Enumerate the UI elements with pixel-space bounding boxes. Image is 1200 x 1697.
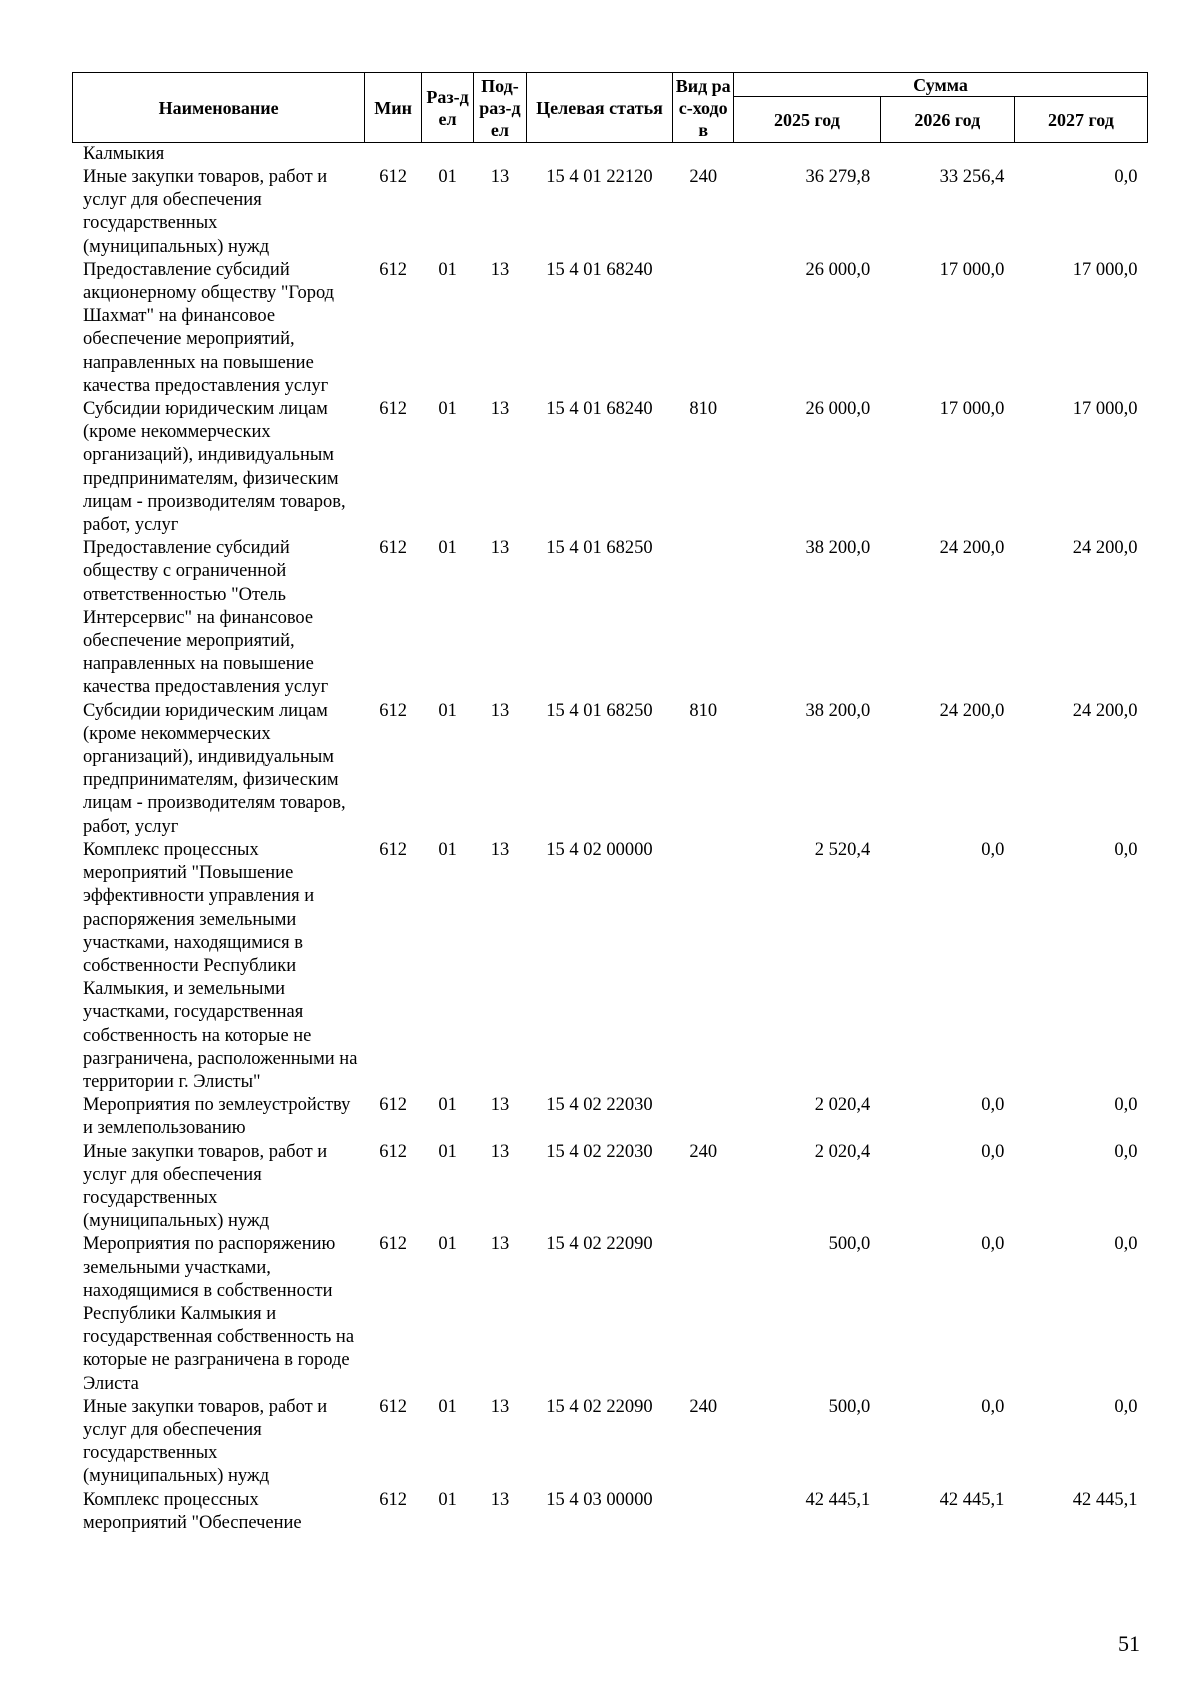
cell-razdel: 01 — [438, 839, 457, 860]
cell-target: 15 4 02 22030 — [546, 1141, 653, 1162]
cell-name: Иные закупки товаров, работ и услуг для обеспечения государственных (муниципальных) нужд — [83, 1396, 328, 1487]
cell-2026: 0,0 — [981, 1396, 1005, 1417]
cell-2026: 17 000,0 — [939, 259, 1005, 280]
header-razdel: Раз-дел — [421, 73, 473, 143]
cell-razdel: 01 — [438, 167, 457, 187]
cell-razdel: 01 — [438, 1396, 457, 1417]
cell-min: 612 — [379, 839, 407, 860]
cell-target: 15 4 01 68240 — [546, 399, 653, 420]
cell-2025: 2 020,4 — [814, 1095, 871, 1116]
cell-vid — [673, 1094, 734, 1140]
cell-podrazdel: 13 — [490, 1141, 510, 1162]
cell-2027: 17 000,0 — [1072, 259, 1138, 280]
cell-razdel: 01 — [438, 1234, 457, 1255]
table-body — [73, 143, 1148, 1535]
table-row — [73, 700, 1148, 839]
cell-2027: 17 000,0 — [1072, 399, 1138, 420]
table-row — [73, 259, 1148, 398]
continuation-row — [73, 143, 1148, 167]
cell-podrazdel: 13 — [490, 1095, 510, 1116]
cell-podrazdel: 13 — [490, 700, 510, 721]
cell-2027: 0,0 — [1114, 167, 1138, 187]
cell-min: 612 — [379, 538, 407, 559]
cell-podrazdel: 13 — [490, 1234, 510, 1255]
cell-podrazdel: 13 — [490, 1489, 510, 1510]
cell-2025: 2 520,4 — [814, 839, 871, 860]
header-vid: Вид рас-ходов — [673, 73, 734, 143]
cell-target: 15 4 01 22120 — [546, 167, 653, 187]
cell-min: 612 — [379, 1095, 407, 1116]
cell-2027: 42 445,1 — [1072, 1489, 1138, 1510]
cell-name: Комплекс процессных мероприятий "Обеспечение — [83, 1489, 302, 1533]
cell-podrazdel: 13 — [490, 839, 510, 860]
table-row — [73, 1141, 1148, 1234]
cell-name: Субсидии юридическим лицам (кроме некоммерческих организаций), индивидуальным предпринимателям, физическим лицам - производителям товаров, работ, услуг — [83, 399, 346, 536]
cell-razdel: 01 — [438, 1489, 457, 1510]
cell-2026: 0,0 — [981, 1095, 1005, 1116]
cell-razdel: 01 — [438, 1141, 457, 1162]
cell-vid — [673, 839, 734, 1094]
table-row — [73, 1233, 1148, 1395]
cell-2026: 0,0 — [981, 839, 1005, 860]
cell-2027: 0,0 — [1114, 1141, 1138, 1162]
cell-target: 15 4 02 22090 — [546, 1396, 653, 1417]
header-podrazdel: Под-раз-дел — [474, 73, 526, 143]
cell-razdel: 01 — [438, 399, 457, 420]
cell-2027: 0,0 — [1114, 1234, 1138, 1255]
cell-podrazdel: 13 — [490, 1396, 510, 1417]
budget-table — [72, 72, 1148, 1535]
cell-vid: 240 — [689, 167, 718, 187]
cell-2025: 2 020,4 — [814, 1141, 871, 1162]
cell-razdel: 01 — [438, 259, 457, 280]
cell-vid: 810 — [689, 700, 718, 721]
cell-name: Мероприятия по распоряжению земельными участками, находящимися в собственности Республики Калмыкия и государственная собственность на которые не разграничена в городе Элиста — [83, 1234, 355, 1394]
cell-target: 15 4 01 68250 — [546, 538, 653, 559]
cell-podrazdel: 13 — [490, 538, 510, 559]
cell-name: Иные закупки товаров, работ и услуг для обеспечения государственных (муниципальных) нужд — [83, 167, 328, 257]
header-year-2026: 2026 год — [880, 97, 1014, 143]
cell-razdel: 01 — [438, 1095, 457, 1116]
cell-name: Предоставление субсидий обществу с ограниченной ответственностью "Отель Интерсервис" на финансовое обеспечение мероприятий, направленных на повышение качества предоставления услуг — [83, 538, 329, 698]
cell-2027: 0,0 — [1114, 1396, 1138, 1417]
cell-2027: 0,0 — [1114, 839, 1138, 860]
cell-min: 612 — [379, 259, 407, 280]
cell-2027: 24 200,0 — [1072, 538, 1138, 559]
cell-name: Комплекс процессных мероприятий "Повышение эффективности управления и распоряжения земельными участками, находящимися в собственности Республики Калмыкия, и земельными участками, государственная собственность на которые не разграничена, расположенными на территории г. Элисты" — [83, 839, 358, 1092]
cell-min: 612 — [379, 399, 407, 420]
cell-2025: 42 445,1 — [805, 1489, 871, 1510]
header-year-2025: 2025 год — [734, 97, 881, 143]
cell-min: 612 — [379, 1489, 407, 1510]
cell-target: 15 4 01 68250 — [546, 700, 653, 721]
cell-2026: 0,0 — [981, 1141, 1005, 1162]
cell-2025: 38 200,0 — [805, 538, 871, 559]
cell-2025: 26 000,0 — [805, 259, 871, 280]
cell-target: 15 4 02 22090 — [546, 1234, 653, 1255]
cell-target: 15 4 03 00000 — [546, 1489, 653, 1510]
table-row — [73, 1396, 1148, 1489]
table-row — [73, 166, 1148, 259]
table-row — [73, 839, 1148, 1094]
cell-target: 15 4 02 22030 — [546, 1095, 653, 1116]
cell-vid — [673, 1489, 734, 1535]
cell-vid: 240 — [689, 1141, 718, 1162]
cell-min: 612 — [379, 1396, 407, 1417]
continuation-text: Калмыкия — [83, 144, 165, 164]
cell-2025: 36 279,8 — [805, 167, 871, 187]
cell-razdel: 01 — [438, 538, 457, 559]
cell-name: Иные закупки товаров, работ и услуг для обеспечения государственных (муниципальных) нужд — [83, 1141, 328, 1232]
table-row — [73, 398, 1148, 537]
page-number: 51 — [1118, 1631, 1140, 1656]
cell-vid — [673, 537, 734, 699]
cell-min: 612 — [379, 700, 407, 721]
cell-2025: 500,0 — [828, 1396, 871, 1417]
cell-name: Мероприятия по землеустройству и землепользованию — [83, 1095, 351, 1139]
cell-2025: 26 000,0 — [805, 399, 871, 420]
cell-2026: 0,0 — [981, 1234, 1005, 1255]
cell-vid: 810 — [689, 399, 718, 420]
cell-min: 612 — [379, 1141, 407, 1162]
cell-2026: 42 445,1 — [939, 1489, 1005, 1510]
cell-2025: 38 200,0 — [805, 700, 871, 721]
cell-vid — [673, 1233, 734, 1395]
cell-podrazdel: 13 — [490, 167, 510, 187]
table-row — [73, 1094, 1148, 1140]
header-summa: Сумма — [734, 73, 1148, 97]
cell-vid — [673, 259, 734, 398]
cell-razdel: 01 — [438, 700, 457, 721]
header-target: Целевая статья — [526, 73, 673, 143]
table-row — [73, 1489, 1148, 1535]
cell-name: Предоставление субсидий акционерному обществу "Город Шахмат" на финансовое обеспечение мероприятий, направленных на повышение качества предоставления услуг — [83, 259, 335, 396]
cell-2026: 33 256,4 — [939, 167, 1005, 187]
cell-name: Субсидии юридическим лицам (кроме некоммерческих организаций), индивидуальным предпринимателям, физическим лицам - производителям товаров, работ, услуг — [83, 700, 346, 837]
cell-target: 15 4 01 68240 — [546, 259, 653, 280]
cell-min: 612 — [379, 1234, 407, 1255]
table-header — [73, 73, 1148, 143]
cell-podrazdel: 13 — [490, 259, 510, 280]
header-min: Мин — [365, 73, 422, 143]
cell-vid: 240 — [689, 1396, 718, 1417]
cell-2025: 500,0 — [828, 1234, 871, 1255]
cell-2027: 24 200,0 — [1072, 700, 1138, 721]
cell-min: 612 — [379, 167, 407, 187]
cell-2026: 24 200,0 — [939, 700, 1005, 721]
cell-2027: 0,0 — [1114, 1095, 1138, 1116]
header-year-2027: 2027 год — [1014, 97, 1147, 143]
cell-target: 15 4 02 00000 — [546, 839, 653, 860]
header-name: Наименование — [73, 73, 365, 143]
cell-2026: 17 000,0 — [939, 399, 1005, 420]
table-row — [73, 537, 1148, 699]
cell-podrazdel: 13 — [490, 399, 510, 420]
cell-2026: 24 200,0 — [939, 538, 1005, 559]
